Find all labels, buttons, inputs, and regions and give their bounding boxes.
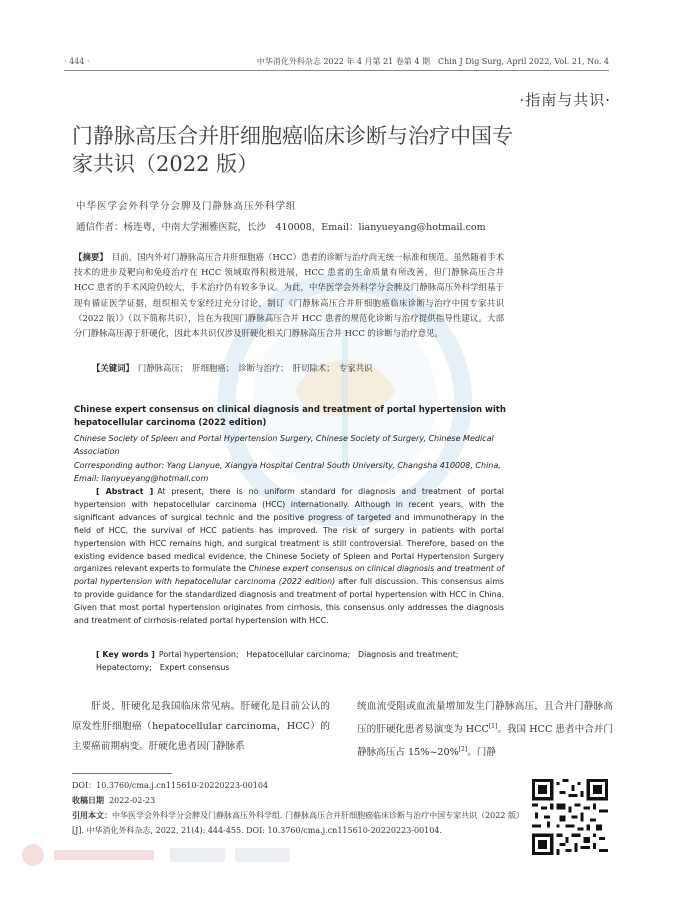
- received-date: 2022-02-23: [109, 796, 156, 805]
- english-corresponding-author: Corresponding author: Yang Lianyue, Xiangya Hospital Central South University, Changsha 410008, China, Email: lianyueyang@hotmail.com: [74, 461, 501, 483]
- body-column-1: 肝炎、肝硬化是我国临床常见病。肝硬化是目前公认的原发性肝细胞癌（hepatocellular carcinoma，HCC）的主要癌前期病变。肝硬化患者因门静脉系: [72, 701, 330, 752]
- received-label: 收稿日期: [72, 795, 104, 805]
- keywords-label: 【关键词】: [92, 363, 134, 373]
- english-abstract-text-1: At present, there is no uniform standard for diagnosis and treatment of portal hypertension with hepatocellular carcinoma (HCC) internationally. Although in recent years, with the significant advances of surgical technic and the positive progress of targeted and immunotherapy in the field of HCC, the survival of HCC patients has improved. The risk of surgery in patients with portal hypertension with HCC remains high, and surgical treatment is still controversial. Therefore, based on the existing evidence based medical evidence, the Chinese Society of Spleen and Portal Hypertension Surgery organizes relevant experts to formulate the: [74, 487, 504, 574]
- english-abstract: [74, 486, 504, 628]
- journal-running-header: 中华消化外科杂志 2022 年 4 月第 21 卷第 4 期 Chin J Dig Surg, April 2022, Vol. 21, No. 4: [256, 57, 609, 66]
- english-keywords-text: Portal hypertension; Hepatocellular carcinoma; Diagnosis and treatment; Hepatectomy; Expert consensus: [96, 650, 467, 672]
- qr-code-icon[interactable]: [532, 779, 608, 855]
- body-text-b: 。我国 HCC 患者中合并门静脉高压占 15%~20%: [357, 724, 613, 759]
- publisher-logo-icon: [20, 842, 310, 868]
- english-abstract-italic: Chinese expert consensus on clinical diagnosis and treatment of portal hypertension with hepatocellular carcinoma (2022 edition): [74, 564, 504, 587]
- citation-line: [72, 808, 522, 838]
- body-column-2: [357, 697, 613, 763]
- chinese-abstract: [74, 250, 504, 341]
- header-divider: [64, 70, 609, 71]
- corresponding-author: 通信作者：杨连粤，中南大学湘雅医院，长沙 410008，Email：lianyueyang@hotmail.com: [76, 222, 486, 233]
- english-keywords: [96, 648, 506, 674]
- abstract-label: 【摘要】: [74, 252, 108, 262]
- keywords-text: 门静脉高压； 肝细胞癌； 诊断与治疗； 肝切除术； 专家共识: [137, 363, 373, 373]
- footnote-divider: [72, 773, 172, 774]
- chinese-keywords: [92, 362, 372, 374]
- abstract-text: 目前，国内外对门静脉高压合并肝细胞癌（HCC）患者的诊断与治疗尚无统一标准和规范。虽然随着手术技术的进步及靶向和免疫治疗在 HCC 领域取得积极进展，HCC 患者的生命质量有所改善，但门静脉高压合并 HCC 患者的手术风险仍较大，手术治疗仍有较多争议。为此，中华医学会外科学分会脾及门静脉高压外科学组基于现有循证医学证据，组织相关专家经过充分讨论，制订《门静脉高压合并肝细胞癌临床诊断与治疗中国专家共识（2022 版）》（以下简称共识），旨在为我国门静脉高压合并 HCC 患者的规范化诊断与治疗提供指导性建议。大部分门静脉高压源于肝硬化，因此本共识仅涉及肝硬化相关门静脉高压合并 HCC 的诊断与治疗意见。: [74, 252, 504, 339]
- received-line: [72, 793, 522, 808]
- english-title: Chinese expert consensus on clinical diagnosis and treatment of portal hypertension with hepatocellular carcinoma (2022 edition): [74, 405, 506, 428]
- page-number: · 444 ·: [64, 57, 90, 66]
- body-text-a: 统血流受阻或血流量增加发生门静脉高压，且合并门静脉高压的肝硬化患者易演变为 HCC: [357, 701, 613, 736]
- author-group: 中华医学会外科学分会脾及门静脉高压外科学组: [76, 201, 297, 212]
- reference-2[interactable]: [2]: [458, 746, 468, 754]
- citation-text: 中华医学会外科学分会脾及门静脉高压外科学组. 门静脉高压合并肝细胞癌临床诊断与治疗中国专家共识（2022 版）[J]. 中华消化外科杂志, 2022, 21(4): 444-455. DOI: 10.3760/cma.j.cn115610-20220223-00104.: [72, 811, 520, 835]
- body-text-c: 。门静: [467, 747, 496, 759]
- english-abstract-text-2: after full discussion. This consensus aims to provide guidance for the standardized diagnosis and treatment of portal hypertension with HCC in China. Given that most portal hypertension originates from cirrhosis, this consensus only addresses the diagnosis and treatment of cirrhosis-related portal hypertension with HCC.: [74, 577, 504, 626]
- article-title: 门静脉高压合并肝细胞癌临床诊断与治疗中国专家共识（2022 版）: [72, 124, 513, 176]
- section-tag: ·指南与共识·: [519, 91, 611, 109]
- citation-label: 引用本文：: [72, 810, 112, 820]
- english-organization: Chinese Society of Spleen and Portal Hypertension Surgery, Chinese Society of Surgery, Chinese Medical Association: [74, 434, 494, 456]
- english-abstract-label: [ Abstract ]: [96, 487, 154, 496]
- english-keywords-label: [ Key words ]: [96, 650, 155, 659]
- reference-1[interactable]: [1]: [488, 723, 498, 730]
- doi-line[interactable]: DOI：10.3760/cma.j.cn115610-20220223-00104: [72, 781, 269, 790]
- footnote-block: [72, 778, 522, 838]
